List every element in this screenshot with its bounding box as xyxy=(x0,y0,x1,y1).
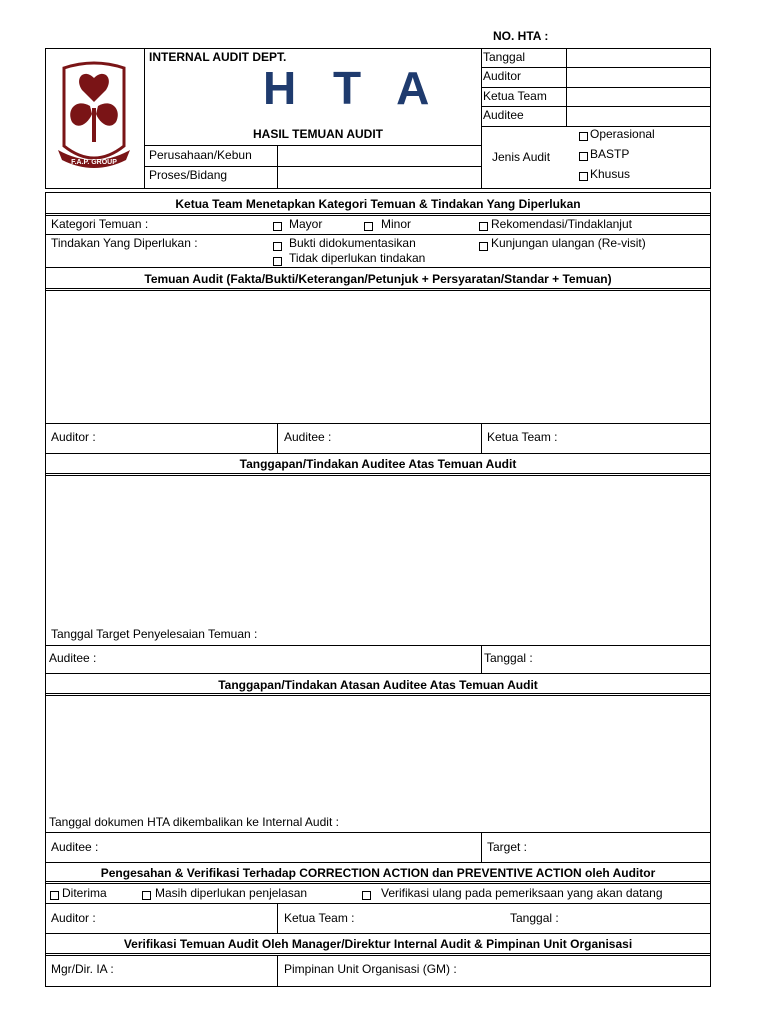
operasional-checkbox[interactable] xyxy=(579,132,588,141)
auditee-field[interactable] xyxy=(567,107,710,125)
pengesahan-tanggal-label: Tanggal : xyxy=(510,911,559,925)
ketua-team-label: Ketua Team xyxy=(483,89,547,103)
tanggapan-auditee-label: Auditee : xyxy=(49,651,97,665)
masih-label: Masih diperlukan penjelasan xyxy=(155,886,308,900)
temuan-text-area[interactable] xyxy=(46,291,710,423)
tanggapan-heading: Tanggapan/Tindakan Auditee Atas Temuan Audit xyxy=(239,457,517,471)
no-hta-label: NO. HTA : xyxy=(493,29,549,43)
temuan-auditor-label: Auditor : xyxy=(51,430,96,444)
tanggapan-text-area[interactable] xyxy=(46,476,710,624)
minor-label: Minor xyxy=(381,217,412,231)
pengesahan-auditor-label: Auditor : xyxy=(51,911,96,925)
perusahaan-label: Perusahaan/Kebun xyxy=(149,148,252,162)
proses-label: Proses/Bidang xyxy=(149,168,228,182)
bastp-checkbox[interactable] xyxy=(579,152,588,161)
khusus-checkbox[interactable] xyxy=(579,172,588,181)
temuan-auditee-label: Auditee : xyxy=(284,430,332,444)
rekomendasi-label: Rekomendasi/Tindaklanjut xyxy=(491,217,632,231)
verifikasi-ulang-label: Verifikasi ulang pada pemeriksaan yang akan datang xyxy=(381,886,663,900)
operasional-label: Operasional xyxy=(590,127,655,141)
tindakan-label: Tindakan Yang Diperlukan : xyxy=(51,236,198,250)
atasan-text-area[interactable] xyxy=(46,696,710,811)
rekomendasi-checkbox[interactable] xyxy=(479,222,488,231)
pengesahan-ketua-label: Ketua Team : xyxy=(284,911,355,925)
fap-group-logo xyxy=(54,58,134,176)
mgr-dir-label: Mgr/Dir. IA : xyxy=(51,962,114,976)
pengesahan-heading: Pengesahan & Verifikasi Terhadap CORRECTION ACTION dan PREVENTIVE ACTION oleh Auditor xyxy=(100,866,656,880)
tanggal-field[interactable] xyxy=(567,49,710,66)
auditee-label: Auditee xyxy=(483,108,524,122)
atasan-auditee-label: Auditee : xyxy=(51,840,99,854)
kategori-heading: Ketua Team Menetapkan Kategori Temuan & Tindakan Yang Diperlukan xyxy=(175,197,581,211)
diterima-label: Diterima xyxy=(62,886,107,900)
temuan-ketua-label: Ketua Team : xyxy=(487,430,558,444)
mayor-label: Mayor xyxy=(289,217,323,231)
dokumen-kembali-label: Tanggal dokumen HTA dikembalikan ke Internal Audit : xyxy=(49,815,339,829)
atasan-target-label: Target : xyxy=(487,840,528,854)
verifikasi-ulang-checkbox[interactable] xyxy=(362,891,371,900)
auditor-label: Auditor xyxy=(483,69,522,83)
verifikasi-heading: Verifikasi Temuan Audit Oleh Manager/Direktur Internal Audit & Pimpinan Unit Organisasi xyxy=(123,937,633,951)
tanggapan-tanggal-label: Tanggal : xyxy=(484,651,533,665)
tanggal-label: Tanggal xyxy=(483,50,526,64)
page-subtitle: HASIL TEMUAN AUDIT xyxy=(253,127,383,141)
kategori-label: Kategori Temuan : xyxy=(51,217,149,231)
diterima-checkbox[interactable] xyxy=(50,891,59,900)
tidak-checkbox[interactable] xyxy=(273,257,282,266)
masih-checkbox[interactable] xyxy=(142,891,151,900)
dept-label: INTERNAL AUDIT DEPT. xyxy=(149,50,287,64)
atasan-heading: Tanggapan/Tindakan Atasan Auditee Atas Temuan Audit xyxy=(218,678,538,692)
auditor-field[interactable] xyxy=(567,68,710,86)
minor-checkbox[interactable] xyxy=(364,222,373,231)
pimpinan-label: Pimpinan Unit Organisasi (GM) : xyxy=(284,962,457,976)
page-title: H T A xyxy=(263,62,442,114)
kunjungan-checkbox[interactable] xyxy=(479,242,488,251)
kunjungan-label: Kunjungan ulangan (Re-visit) xyxy=(491,236,646,250)
mayor-checkbox[interactable] xyxy=(273,222,282,231)
tidak-label: Tidak diperlukan tindakan xyxy=(289,251,426,265)
ketua-team-field[interactable] xyxy=(567,88,710,105)
logo-text: F.A.P. GROUP xyxy=(71,159,117,166)
jenis-audit-label: Jenis Audit xyxy=(492,150,551,164)
bukti-checkbox[interactable] xyxy=(273,242,282,251)
proses-field[interactable] xyxy=(278,167,480,188)
perusahaan-field[interactable] xyxy=(278,146,480,165)
temuan-heading: Temuan Audit (Fakta/Bukti/Keterangan/Petunjuk + Persyaratan/Standar + Temuan) xyxy=(144,272,612,286)
bastp-label: BASTP xyxy=(590,147,630,161)
khusus-label: Khusus xyxy=(590,167,631,181)
target-penyelesaian-label: Tanggal Target Penyelesaian Temuan : xyxy=(51,627,258,641)
bukti-label: Bukti didokumentasikan xyxy=(289,236,416,250)
